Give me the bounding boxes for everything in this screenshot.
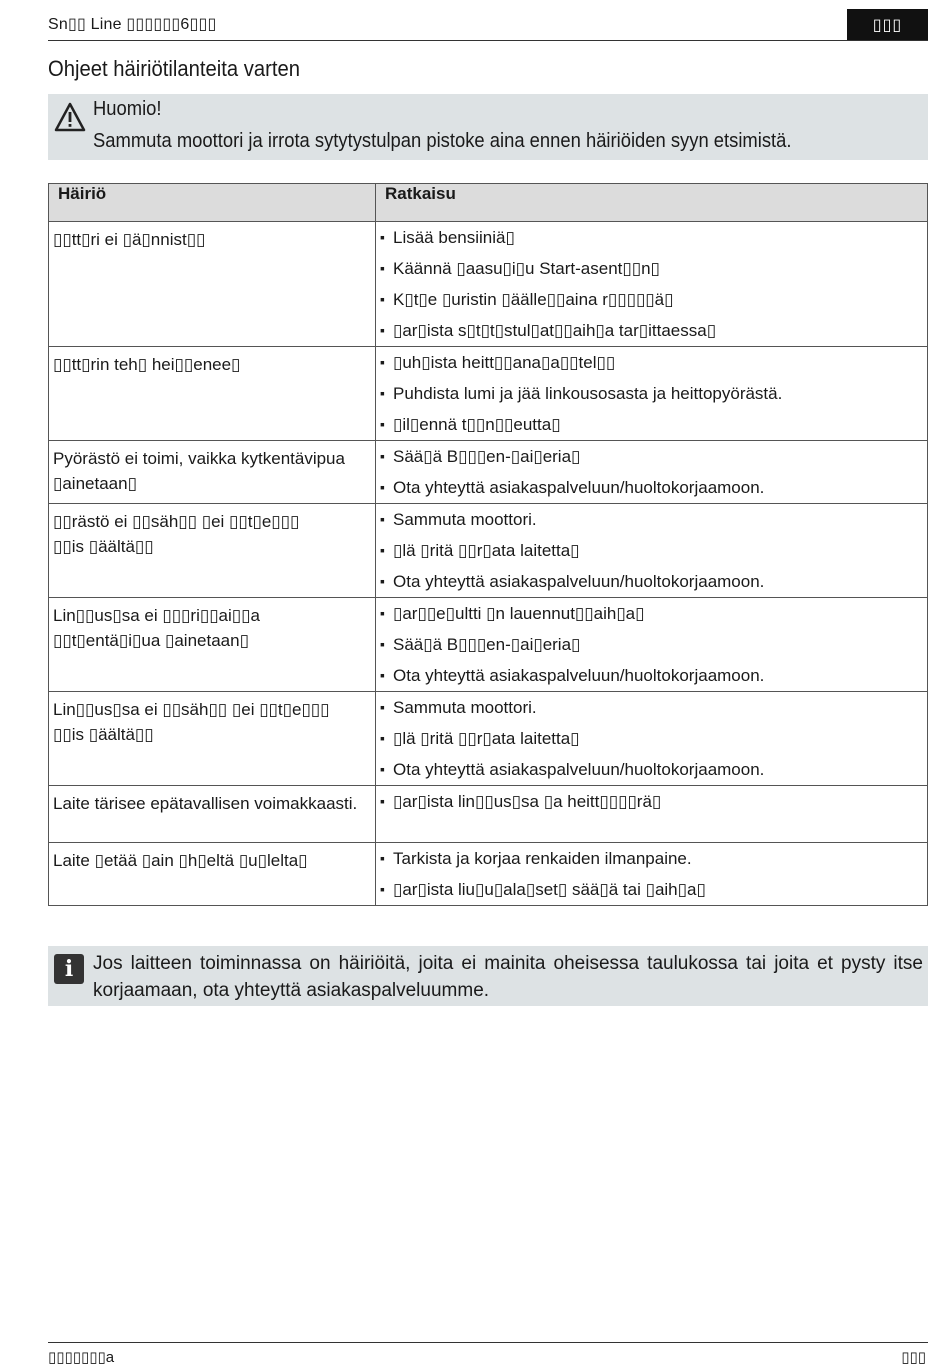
- column-header-solution: Ratkaisu: [376, 184, 928, 222]
- problem-text: ▯▯tt▯ri ei ▯ä▯nnist▯▯: [53, 230, 206, 249]
- solution-item: [376, 660, 927, 691]
- problem-cell: [49, 222, 376, 347]
- solution-text: Tarkista ja korjaa renkaiden ilmanpaine.: [393, 849, 692, 868]
- bullet-icon: ▪: [380, 511, 385, 527]
- solution-text: Lisää bensiiniä▯: [393, 228, 515, 247]
- solution-cell: [376, 598, 928, 692]
- bullet-icon: ▪: [380, 761, 385, 777]
- solution-item: [376, 222, 927, 253]
- solution-text: ▯lä ▯ritä ▯▯r▯ata laitetta▯: [393, 729, 580, 748]
- problem-text: Laite tärisee epätavallisen voimakkaasti.: [53, 794, 358, 813]
- solution-cell: [376, 441, 928, 504]
- solution-item: [376, 347, 927, 378]
- problem-cell: [49, 786, 376, 843]
- solution-text: ▯il▯ennä t▯▯n▯▯eutta▯: [393, 415, 561, 434]
- bullet-icon: ▪: [380, 542, 385, 558]
- solution-item: [376, 315, 927, 346]
- solution-item: [376, 284, 927, 315]
- solution-text: Ota yhteyttä asiakaspalveluun/huoltokorjaamoon.: [393, 572, 765, 591]
- warning-text: Sammuta moottori ja irrota sytytystulpan pistoke aina ennen häiriöiden syyn etsimistä.: [93, 130, 792, 152]
- troubleshooting-table: [48, 183, 928, 906]
- solution-text: Puhdista lumi ja jää linkousosasta ja heittopyörästä.: [393, 384, 783, 403]
- solution-item: [376, 409, 927, 440]
- bullet-icon: ▪: [380, 667, 385, 683]
- solution-cell: [376, 347, 928, 441]
- solution-item: [376, 566, 927, 597]
- table-header-row: [49, 184, 928, 222]
- solution-cell: [376, 222, 928, 347]
- bullet-icon: ▪: [380, 573, 385, 589]
- solution-text: Käännä ▯aasu▯i▯u Start-asent▯▯n▯: [393, 259, 660, 278]
- warning-box: [48, 94, 928, 160]
- problem-cell: [49, 692, 376, 786]
- footer-page-number: ▯▯▯: [901, 1349, 926, 1366]
- problem-text: Pyörästö ei toimi, vaikka kytkentävipua ▯ainetaan▯: [53, 449, 345, 493]
- solution-text: ▯ar▯ista liu▯u▯ala▯set▯ sää▯ä tai ▯aih▯a▯: [393, 880, 706, 899]
- solution-item: [376, 598, 927, 629]
- solution-text: Ota yhteyttä asiakaspalveluun/huoltokorjaamoon.: [393, 478, 765, 497]
- header-divider: [48, 40, 928, 41]
- info-text: Jos laitteen toiminnassa on häiriöitä, joita ei mainita oheisessa taulukossa tai joita et pysty itse korjaamaan, ota yhteyttä asiakaspalveluumme.: [93, 953, 923, 1001]
- solution-item: [376, 535, 927, 566]
- problem-cell: [49, 441, 376, 504]
- solution-item: [376, 629, 927, 660]
- problem-text: Laite ▯etää ▯ain ▯h▯eltä ▯u▯lelta▯: [53, 851, 308, 870]
- solution-text: ▯lä ▯ritä ▯▯r▯ata laitetta▯: [393, 541, 580, 560]
- bullet-icon: ▪: [380, 322, 385, 338]
- warning-title: Huomio!: [93, 98, 162, 120]
- solution-text: Sammuta moottori.: [393, 510, 537, 529]
- info-box: [48, 946, 928, 1006]
- bullet-icon: ▪: [380, 229, 385, 245]
- solution-cell: [376, 843, 928, 906]
- bullet-icon: ▪: [380, 793, 385, 809]
- solution-item: [376, 692, 927, 723]
- page-title: Ohjeet häiriötilanteita varten: [48, 56, 301, 81]
- table-row: [49, 692, 928, 786]
- bullet-icon: ▪: [380, 730, 385, 746]
- solution-item: [376, 378, 927, 409]
- warning-triangle-icon: [54, 102, 86, 132]
- solution-item: [376, 441, 927, 472]
- solution-text: Sää▯ä B▯▯▯en-▯ai▯eria▯: [393, 447, 581, 466]
- bullet-icon: ▪: [380, 881, 385, 897]
- table-body: [49, 222, 928, 906]
- solution-text: K▯t▯e ▯uristin ▯äälle▯▯aina r▯▯▯▯▯ä▯: [393, 290, 674, 309]
- page-number-box: ▯▯▯: [847, 9, 928, 41]
- solution-item: [376, 874, 927, 905]
- problem-cell: [49, 843, 376, 906]
- table-row: [49, 598, 928, 692]
- header-title: Sn▯▯ Line ▯▯▯▯▯▯6▯▯▯: [48, 16, 217, 33]
- solution-item: [376, 786, 927, 817]
- bullet-icon: ▪: [380, 636, 385, 652]
- solution-item: [376, 253, 927, 284]
- solution-text: Ota yhteyttä asiakaspalveluun/huoltokorjaamoon.: [393, 760, 765, 779]
- bullet-icon: ▪: [380, 260, 385, 276]
- footer-divider: [48, 1342, 928, 1343]
- problem-text: ▯▯rästö ei ▯▯säh▯▯ ▯ei ▯▯t▯e▯▯▯ ▯▯is ▯äältä▯▯: [53, 512, 300, 556]
- solution-text: ▯ar▯▯e▯ultti ▯n lauennut▯▯aih▯a▯: [393, 604, 645, 623]
- solution-item: [376, 754, 927, 785]
- solution-cell: [376, 786, 928, 843]
- solution-item: [376, 504, 927, 535]
- bullet-icon: ▪: [380, 448, 385, 464]
- problem-cell: [49, 504, 376, 598]
- bullet-icon: ▪: [380, 291, 385, 307]
- table-row: [49, 843, 928, 906]
- column-header-problem: Häiriö: [49, 184, 376, 222]
- problem-cell: [49, 347, 376, 441]
- info-icon: i: [54, 954, 84, 984]
- solution-text: ▯uh▯ista heitt▯▯ana▯a▯▯tel▯▯: [393, 353, 616, 372]
- solution-cell: [376, 504, 928, 598]
- solution-item: [376, 843, 927, 874]
- bullet-icon: ▪: [380, 699, 385, 715]
- bullet-icon: ▪: [380, 850, 385, 866]
- solution-item: [376, 723, 927, 754]
- bullet-icon: ▪: [380, 354, 385, 370]
- footer-left-text: ▯▯▯▯▯▯▯a: [48, 1349, 115, 1366]
- problem-cell: [49, 598, 376, 692]
- bullet-icon: ▪: [380, 416, 385, 432]
- table-row: [49, 441, 928, 504]
- solution-cell: [376, 692, 928, 786]
- table-row: [49, 504, 928, 598]
- solution-text: ▯ar▯ista s▯t▯t▯stul▯at▯▯aih▯a tar▯ittaessa▯: [393, 321, 717, 340]
- solution-text: Sammuta moottori.: [393, 698, 537, 717]
- problem-text: Lin▯▯us▯sa ei ▯▯säh▯▯ ▯ei ▯▯t▯e▯▯▯ ▯▯is ▯äältä▯▯: [53, 700, 330, 744]
- table-row: [49, 786, 928, 843]
- bullet-icon: ▪: [380, 605, 385, 621]
- solution-text: Ota yhteyttä asiakaspalveluun/huoltokorjaamoon.: [393, 666, 765, 685]
- solution-text: Sää▯ä B▯▯▯en-▯ai▯eria▯: [393, 635, 581, 654]
- solution-item: [376, 472, 927, 503]
- problem-text: ▯▯tt▯rin teh▯ hei▯▯enee▯: [53, 355, 241, 374]
- table-row: [49, 347, 928, 441]
- bullet-icon: ▪: [380, 385, 385, 401]
- solution-text: ▯ar▯ista lin▯▯us▯sa ▯a heitt▯▯▯▯rä▯: [393, 792, 662, 811]
- bullet-icon: ▪: [380, 479, 385, 495]
- table-row: [49, 222, 928, 347]
- problem-text: Lin▯▯us▯sa ei ▯▯▯ri▯▯ai▯▯a ▯▯t▯entä▯i▯ua ▯ainetaan▯: [53, 606, 260, 650]
